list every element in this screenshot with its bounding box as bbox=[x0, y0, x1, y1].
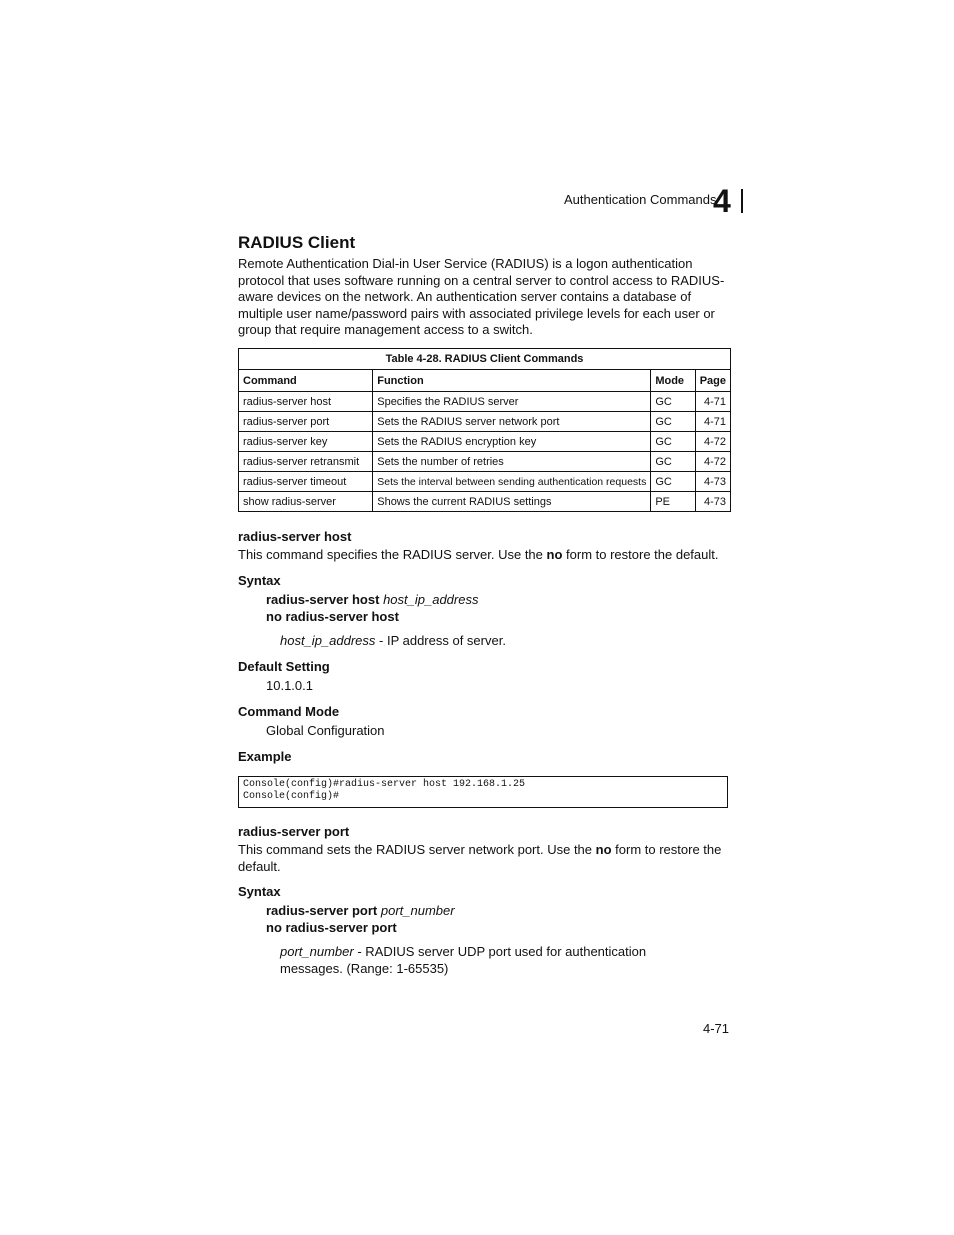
host-syntax-arg: host_ip_address bbox=[383, 592, 479, 607]
header-page: Page bbox=[695, 370, 730, 392]
cell-function: Sets the RADIUS server network port bbox=[373, 412, 651, 432]
intro-paragraph: Remote Authentication Dial-in User Service (RADIUS) is a logon authentication protocol that uses software running on a central server to control access to RADIUS-aware devices on the network. An authentication server contains a database of multiple user name/password pairs with associated privilege levels for each user or group that require management access to a switch. bbox=[238, 256, 725, 337]
example-code-block bbox=[238, 776, 728, 808]
host-param bbox=[280, 633, 506, 650]
cell-page: 4-73 bbox=[695, 492, 730, 512]
table-header-row bbox=[239, 370, 731, 392]
port-param-name: port_number bbox=[280, 944, 354, 959]
cell-mode: GC bbox=[651, 432, 695, 452]
table-row bbox=[239, 432, 731, 452]
cell-mode: GC bbox=[651, 472, 695, 492]
cell-function: Specifies the RADIUS server bbox=[373, 392, 651, 412]
host-param-name: host_ip_address bbox=[280, 633, 376, 648]
cell-page: 4-72 bbox=[695, 452, 730, 472]
host-syntax-cmd: radius-server host bbox=[266, 592, 380, 607]
host-syntax-no: no radius-server host bbox=[266, 609, 399, 624]
page-number: 4-71 bbox=[703, 1021, 730, 1036]
cell-command: radius-server retransmit bbox=[239, 452, 373, 472]
cell-function: Sets the interval between sending authentication requests bbox=[373, 472, 651, 492]
cell-command: show radius-server bbox=[239, 492, 373, 512]
command-mode-value: Global Configuration bbox=[266, 723, 385, 738]
chapter-divider bbox=[741, 189, 743, 213]
command-mode-label: Command Mode bbox=[238, 704, 340, 719]
host-syntax-line bbox=[266, 592, 478, 609]
port-param-desc: - RADIUS server UDP port used for authentication messages. (Range: 1-65535) bbox=[280, 944, 647, 976]
cell-page: 4-73 bbox=[695, 472, 730, 492]
port-desc-text: This command sets the RADIUS server network port. Use the bbox=[238, 842, 596, 857]
table-row bbox=[239, 472, 731, 492]
cell-command: radius-server key bbox=[239, 432, 373, 452]
host-desc-no: no bbox=[546, 547, 563, 562]
table-row bbox=[239, 392, 731, 412]
host-heading: radius-server host bbox=[238, 529, 352, 544]
port-desc-text-end: form to restore the default. bbox=[238, 842, 722, 874]
port-param bbox=[280, 944, 680, 977]
port-syntax-no: no radius-server port bbox=[266, 920, 397, 935]
host-syntax-label: Syntax bbox=[238, 573, 281, 588]
port-heading: radius-server port bbox=[238, 824, 350, 839]
table-row bbox=[239, 492, 731, 512]
host-param-desc: - IP address of server. bbox=[375, 633, 506, 648]
section-title: RADIUS Client bbox=[238, 233, 356, 252]
cell-mode: GC bbox=[651, 392, 695, 412]
cell-page: 4-71 bbox=[695, 412, 730, 432]
port-syntax-label: Syntax bbox=[238, 884, 281, 899]
port-syntax-arg: port_number bbox=[380, 903, 455, 918]
header-command: Command bbox=[239, 370, 373, 392]
cell-mode: GC bbox=[651, 412, 695, 432]
running-header: Authentication Commands bbox=[564, 192, 717, 207]
cell-page: 4-72 bbox=[695, 432, 730, 452]
cell-page: 4-71 bbox=[695, 392, 730, 412]
chapter-number: 4 bbox=[713, 183, 731, 219]
table-caption: Table 4-28. RADIUS Client Commands bbox=[239, 349, 731, 370]
host-desc-text: This command specifies the RADIUS server. Use the bbox=[238, 547, 547, 562]
port-syntax-cmd: radius-server port bbox=[266, 903, 378, 918]
cell-command: radius-server timeout bbox=[239, 472, 373, 492]
port-description bbox=[238, 842, 730, 875]
cell-function: Sets the RADIUS encryption key bbox=[373, 432, 651, 452]
header-function: Function bbox=[373, 370, 651, 392]
host-desc-text-end: form to restore the default. bbox=[562, 547, 719, 562]
header-mode: Mode bbox=[651, 370, 695, 392]
default-setting-value: 10.1.0.1 bbox=[266, 678, 313, 693]
cell-function: Shows the current RADIUS settings bbox=[373, 492, 651, 512]
default-setting-label: Default Setting bbox=[238, 659, 330, 674]
commands-table bbox=[238, 348, 731, 512]
cell-command: radius-server port bbox=[239, 412, 373, 432]
cell-mode: PE bbox=[651, 492, 695, 512]
cell-mode: GC bbox=[651, 452, 695, 472]
port-desc-no: no bbox=[595, 842, 612, 857]
code-line: Console(config)# bbox=[243, 791, 340, 802]
host-description bbox=[238, 547, 738, 564]
cell-command: radius-server host bbox=[239, 392, 373, 412]
cell-function: Sets the number of retries bbox=[373, 452, 651, 472]
table-row bbox=[239, 412, 731, 432]
port-syntax-line bbox=[266, 903, 455, 920]
table-row bbox=[239, 452, 731, 472]
code-line: Console(config)#radius-server host 192.168.1.25 bbox=[243, 779, 526, 790]
example-label: Example bbox=[238, 749, 292, 764]
